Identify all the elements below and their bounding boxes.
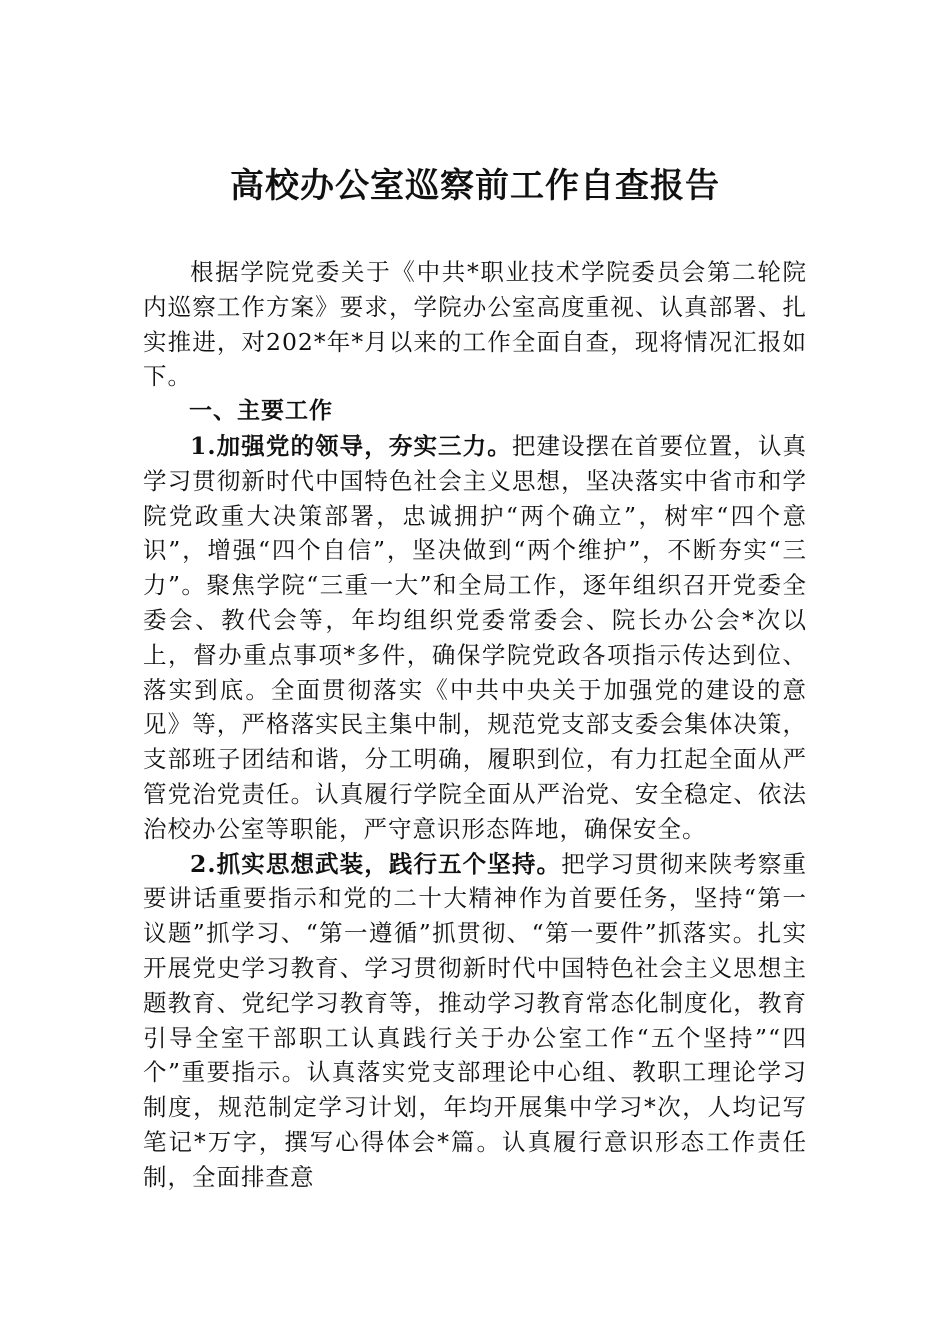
document-title: 高校办公室巡察前工作自查报告 [230, 166, 720, 206]
section-heading-main-work: 一、主要工作 [189, 398, 333, 425]
document-body [143, 255, 807, 1195]
intro-paragraph: 根据学院党委关于《中共*职业技术学院委员会第二轮院内巡察工作方案》要求，学院办公室高度重视、认真部署、扎实推进，对202*年*月以来的工作全面自查，现将情况汇报如下。 [143, 258, 807, 391]
item-2-text: 把学习贯彻来陕考察重要讲话重要指示和党的二十大精神作为首要任务，坚持“第一议题”抓学习、“第一遵循”抓贯彻、“第一要件”抓落实。扎实开展党史学习教育、学习贯彻新时代中国特色社会主义思想主题教育、党纪学习教育等，推动学习教育常态化制度化，教育引导全室干部职工认真践行关于办公室工作“五个坚持”“四个”重要指示。认真落实党支部理论中心组、教职工理论学习制度，规范制定学习计划，年均开展集中学习*次，人均记写笔记*万字，撰写心得体会*篇。认真履行意识形态工作责任制，全面排查意 [143, 849, 807, 1191]
item-2-lead: 2.抓实思想武装，践行五个坚持。 [190, 849, 562, 878]
item-2-paragraph [143, 847, 807, 1195]
item-1-text: 把建设摆在首要位置，认真学习贯彻新时代中国特色社会主义思想，坚决落实中省市和学院党政重大决策部署，忠诚拥护“两个确立”，树牢“四个意识”，增强“四个自信”，坚决做到“两个维护”，不断夯实“三力”。聚焦学院“三重一大”和全局工作，逐年组织召开党委全委会、教代会等，年均组织党委常委会、院长办公会*次以上，督办重点事项*多件，确保学院党政各项指示传达到位、落实到底。全面贯彻落实《中共中央关于加强党的建设的意见》等，严格落实民主集中制，规范党支部支委会集体决策，支部班子团结和谐，分工明确，履职到位，有力扛起全面从严管党治党责任。认真履行学院全面从严治党、安全稳定、依法治校办公室等职能，严守意识形态阵地，确保安全。 [143, 431, 807, 843]
item-1-lead: 1.加强党的领导，夯实三力。 [190, 431, 512, 460]
item-1-paragraph [143, 429, 807, 847]
